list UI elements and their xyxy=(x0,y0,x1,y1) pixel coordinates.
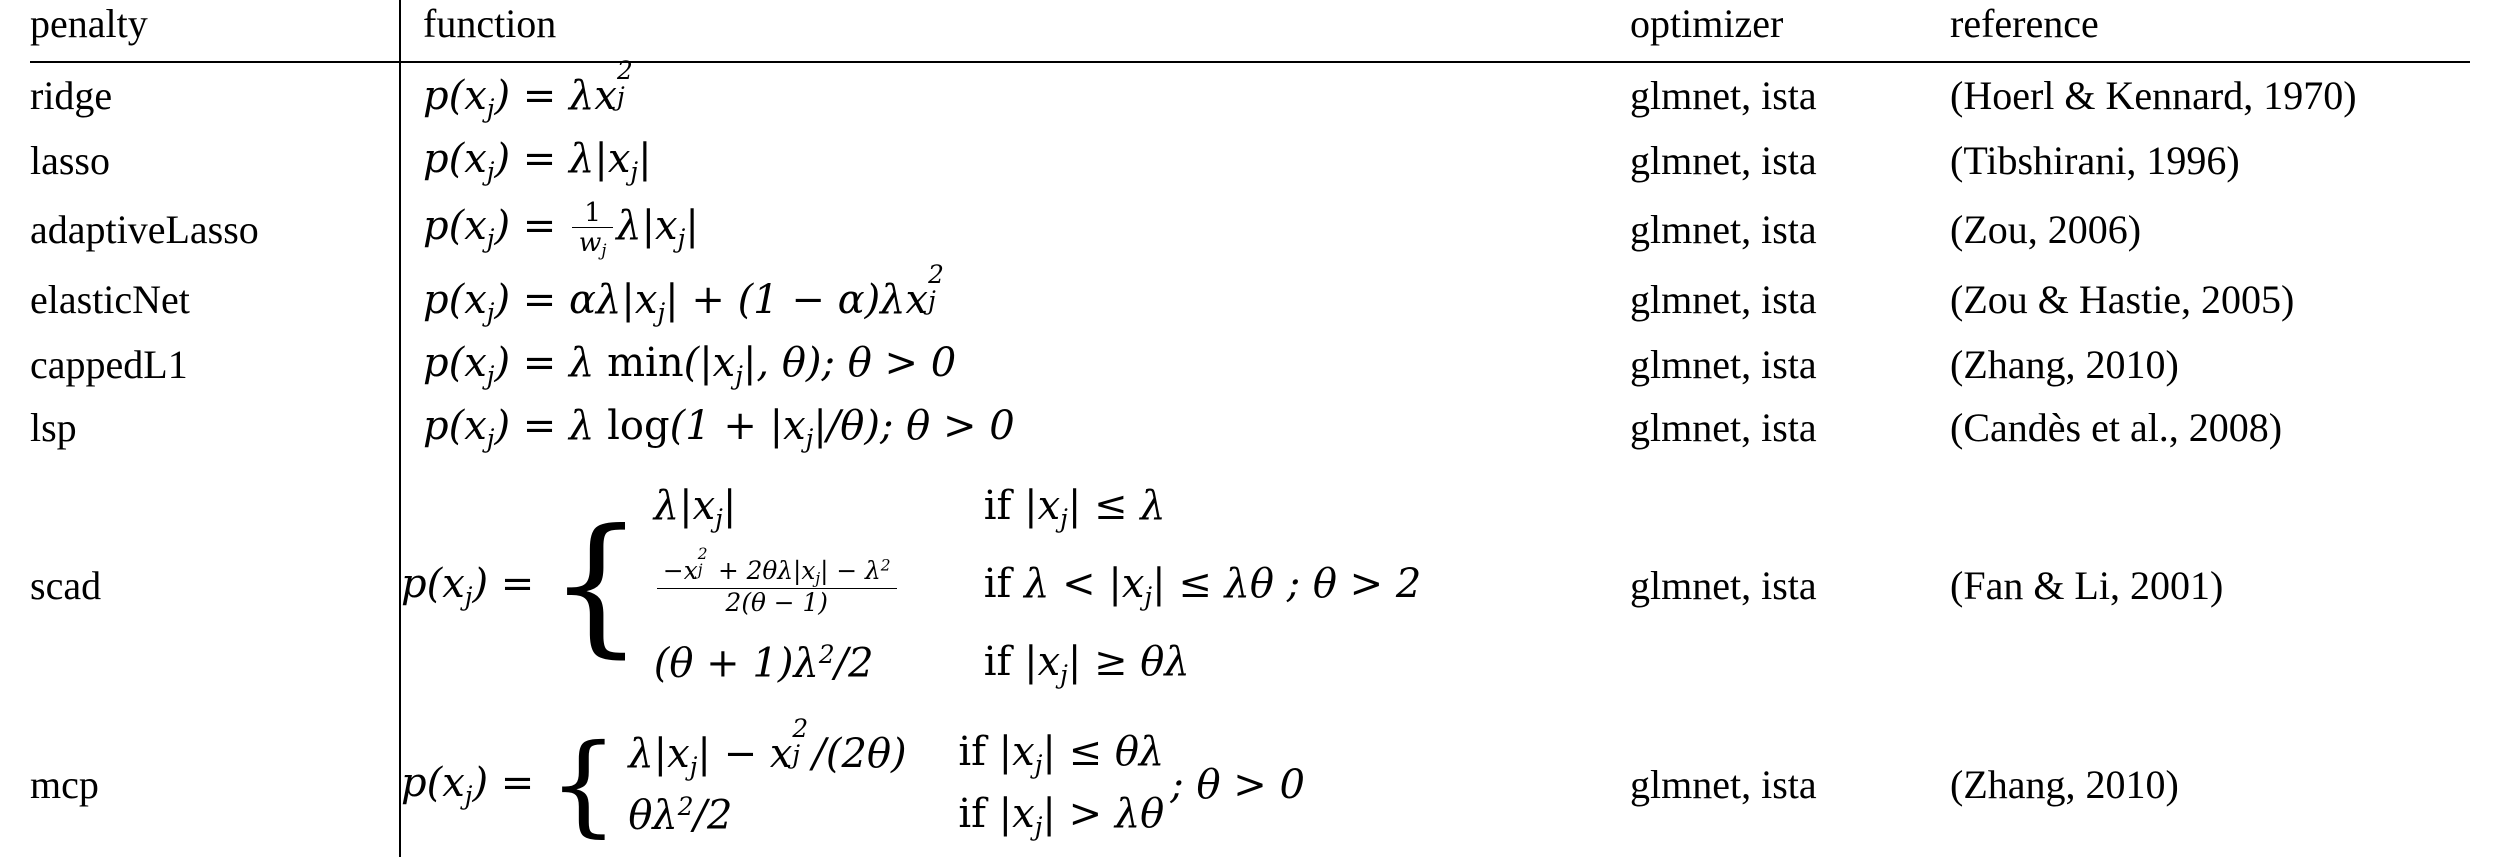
table-row xyxy=(30,267,2470,333)
table-header-row xyxy=(30,0,2470,61)
table-row xyxy=(30,333,2470,396)
penalty-name-cappedl1: cappedL1 xyxy=(30,333,400,396)
function-formula-scad: $p(x_j)$ = { $\lambda|x_j|$ if $|x_j| \le \lambda$ −x 2 j + $2\theta\lambda|x_j| - \lambda^2$ 2(θ − 1) if $\lambda < |x_j| \le \lambda\theta$ ; θ > 2 $(\theta + 1)\lambda^2/2$ if $|x_j| \ge \theta\lambda$ xyxy=(401,482,1422,689)
optimizer-lsp: glmnet, ista xyxy=(1630,404,1817,450)
penalty-name-scad: scad xyxy=(30,459,400,713)
optimizer-adaptivelasso: glmnet, ista xyxy=(1630,206,1817,252)
function-formula-ridge: $p(x_j) = \lambda x$ 2 j xyxy=(423,56,633,123)
penalty-function-table xyxy=(30,0,2470,857)
penalty-name-adaptivelasso: adaptiveLasso xyxy=(30,192,400,267)
optimizer-scad: glmnet, ista xyxy=(1630,563,1817,609)
table-row xyxy=(30,62,2470,129)
penalty-name-mcp: mcp xyxy=(30,713,400,857)
table-row xyxy=(30,129,2470,192)
column-header-optimizer: optimizer xyxy=(1630,1,1784,46)
optimizer-elasticnet: glmnet, ista xyxy=(1630,277,1817,323)
column-header-penalty: penalty xyxy=(30,0,400,61)
column-header-reference: reference xyxy=(1950,1,2099,46)
penalty-name-lsp: lsp xyxy=(30,396,400,459)
penalty-name-lasso: lasso xyxy=(30,129,400,192)
brace-icon: { xyxy=(548,498,644,673)
reference-scad: (Fan & Li, 2001) xyxy=(1950,563,2224,609)
optimizer-ridge: glmnet, ista xyxy=(1630,73,1817,119)
function-formula-mcp: $p(x_j)$ = { $\lambda|x_j| - x$ 2 j /(2θ) if $|x_j| \le \theta\lambda$ $\theta\lambda^2/2$ if $|x_j| > \lambda\theta$ ; θ > 0 xyxy=(401,713,1305,848)
penalty-name-elasticnet: elasticNet xyxy=(30,267,400,333)
table-row xyxy=(30,459,2470,713)
reference-elasticnet: (Zou & Hastie, 2005) xyxy=(1950,277,2295,323)
table-row xyxy=(30,396,2470,459)
function-formula-lsp: $p(x_j) = \lambda$ $\log(1 + |x_j|/\theta)$; θ > 0 xyxy=(423,402,1015,453)
reference-mcp: (Zhang, 2010) xyxy=(1950,762,2179,808)
reference-ridge: (Hoerl & Kennard, 1970) xyxy=(1950,73,2357,119)
function-formula-cappedl1: $p(x_j) = \lambda$ $\min(|x_j|$, θ); θ > 0 xyxy=(423,339,957,390)
reference-lasso: (Tibshirani, 1996) xyxy=(1950,137,2240,183)
function-formula-adaptivelasso: $p(x_j)$ = $\frac{1}{w_j}$ $\lambda|x_j|$ xyxy=(423,196,699,261)
reference-cappedl1: (Zhang, 2010) xyxy=(1950,341,2179,387)
table-row xyxy=(30,713,2470,857)
reference-adaptivelasso: (Zou, 2006) xyxy=(1950,206,2142,252)
function-formula-lasso: $p(x_j) = \lambda|x_j|$ xyxy=(423,135,652,186)
penalty-name-ridge: ridge xyxy=(30,62,400,129)
optimizer-lasso: glmnet, ista xyxy=(1630,137,1817,183)
function-formula-elasticnet: $p(x_j) = \alpha\lambda|x_j| + (1 - \alpha)\lambda x$ 2 j xyxy=(423,260,944,327)
optimizer-cappedl1: glmnet, ista xyxy=(1630,341,1817,387)
reference-lsp: (Candès et al., 2008) xyxy=(1950,404,2283,450)
optimizer-mcp: glmnet, ista xyxy=(1630,762,1817,808)
table-row xyxy=(30,192,2470,267)
brace-icon: { xyxy=(548,719,619,848)
column-header-function: function xyxy=(423,1,557,46)
